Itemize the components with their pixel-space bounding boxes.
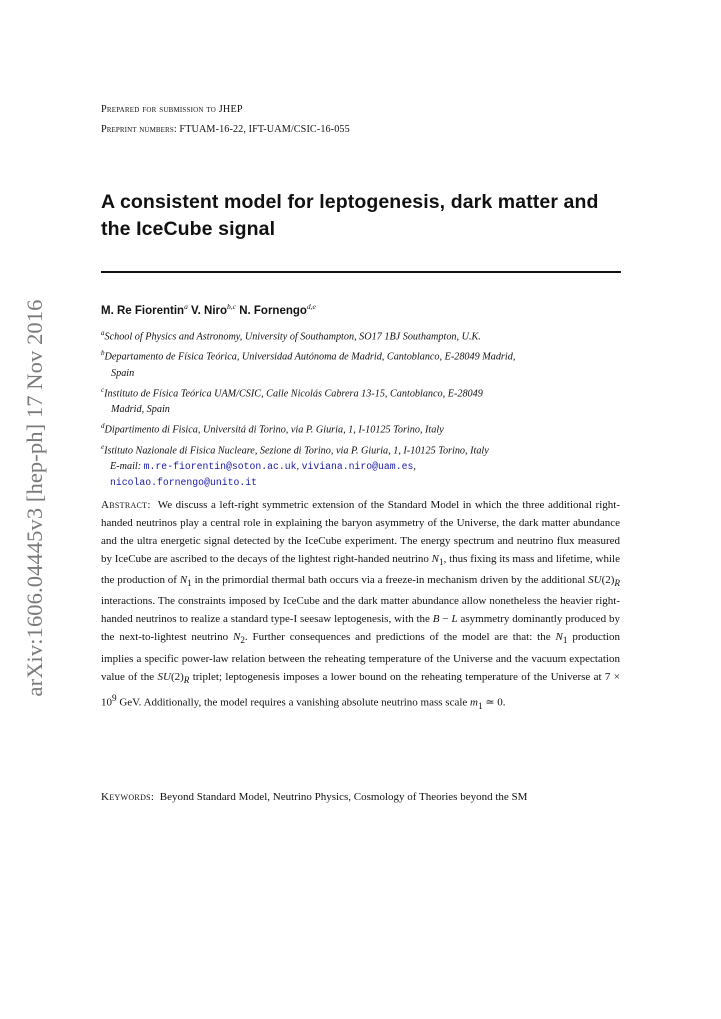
- affiliation-text: Dipartimento di Fisica, Universitá di Torino, via P. Giuria, 1, I-10125 Torino, Italy: [104, 424, 444, 436]
- affiliation-item: [101, 325, 627, 345]
- paper-title-line: A consistent model for leptogenesis, dark matter and: [101, 191, 599, 213]
- affiliation-continuation: Madrid, Spain: [111, 404, 170, 416]
- preprint-values: FTUAM-16-22, IFT-UAM/CSIC-16-055: [179, 124, 350, 135]
- math-subscript: 1: [562, 635, 568, 646]
- email-link[interactable]: nicolao.fornengo@unito.it: [110, 476, 257, 488]
- submission-note: Prepared for submission to JHEP: [101, 104, 243, 115]
- math-subscript: 1: [439, 557, 444, 568]
- affiliation-item: [101, 439, 627, 459]
- abstract-text: ≃ 0.: [482, 696, 506, 709]
- affiliation-list: [101, 325, 627, 491]
- math-symbol: SU: [157, 670, 171, 683]
- math-subscript: R: [183, 674, 190, 685]
- author-name: V. Niro: [191, 304, 228, 317]
- math-subscript: 1: [478, 700, 483, 711]
- math-subscript: 1: [187, 578, 192, 589]
- paper-title: [101, 189, 621, 243]
- math-symbol: B: [432, 613, 440, 626]
- affiliation-mark: b: [101, 349, 105, 358]
- abstract-label: Abstract:: [101, 499, 151, 511]
- abstract-text: triplet; leptogenesis imposes a lower bound on the reheating temperature of the Universe at 7 × 10: [101, 670, 620, 709]
- abstract-text: . Further consequences and predictions of the model are that: the: [244, 631, 556, 644]
- email-label: E-mail:: [110, 460, 142, 472]
- affiliation-text: Departamento de Física Teórica, Universidad Autónoma de Madrid, Cantoblanco, E-28049 Madrid,: [104, 351, 516, 363]
- keywords-label: Keywords:: [101, 791, 155, 803]
- author-name: N. Fornengo: [239, 304, 307, 317]
- math-operator: −: [439, 613, 452, 626]
- math-symbol: m: [470, 696, 478, 709]
- abstract-text: interactions. The constraints imposed by IceCube and the dark matter abundance allow nonetheless the heavier right-handed neutrinos to realize a standard type-I seesaw leptogenesis, with the: [101, 595, 620, 626]
- affiliation-mark: d: [101, 422, 105, 431]
- preprint-numbers: [101, 124, 621, 135]
- affiliation-mark: a: [101, 329, 105, 337]
- author-name: M. Re Fiorentin: [101, 304, 185, 317]
- math-symbol: N: [179, 574, 188, 587]
- abstract: [101, 496, 620, 715]
- abstract-text: GeV. Additionally, the model requires a vanishing absolute neutrino mass scale: [116, 696, 471, 709]
- abstract-text: production implies a specific power-law relation between the reheating temperature of the Universe and the vacuum expectation value of the: [101, 631, 620, 683]
- author-affiliation-mark: b,c: [227, 302, 236, 311]
- arxiv-identifier-stamp: arXiv:1606.04445v3 [hep-ph] 17 Nov 2016: [22, 299, 47, 697]
- email-link[interactable]: viviana.niro@uam.es: [301, 460, 414, 472]
- math-symbol: N: [431, 553, 440, 565]
- affiliation-item: [101, 382, 627, 418]
- affiliation-mark: e: [101, 442, 105, 451]
- title-rule: [101, 271, 621, 273]
- math-symbol: N: [555, 631, 563, 644]
- author-affiliation-mark: a: [184, 302, 188, 311]
- keywords: [101, 788, 620, 806]
- author-affiliation-mark: d,e: [306, 302, 316, 311]
- affiliation-text: School of Physics and Astronomy, University of Southampton, SO17 1BJ Southampton, U.K.: [104, 331, 481, 343]
- email-block: E-mail: m.re-fiorentin@soton.ac.uk, viviana.niro@uam.es, nicolao.fornengo@unito.it: [110, 460, 416, 488]
- affiliation-mark: c: [101, 385, 105, 394]
- math-symbol: N: [232, 631, 241, 644]
- math-symbol: L: [451, 613, 458, 626]
- affiliation-item: [101, 345, 627, 381]
- math-subscript: R: [614, 578, 620, 589]
- affiliation-text: Instituto de Física Teórica UAM/CSIC, Calle Nicolás Cabrera 13-15, Cantoblanco, E-28049: [104, 388, 483, 400]
- abstract-text: We discuss a left-right symmetric extension of the Standard Model in which the three additional right-handed neutrinos play a central role in explaining the baryon asymmetry of the Universe, the dark matter abundance and the ultra energetic signal detected by the IceCube experiment. The energy spectrum and neutrino flux measured by IceCube are ascribed to the decays of the lightest right-handed neutrino: [101, 499, 620, 565]
- affiliation-text: Istituto Nazionale di Fisica Nucleare, Sezione di Torino, via P. Giuria, 1, I-10125 Torino, Italy: [104, 444, 489, 456]
- email-link[interactable]: m.re-fiorentin@soton.ac.uk: [143, 460, 297, 472]
- math-text: (2): [170, 670, 184, 683]
- paper-title-line: the IceCube signal: [101, 218, 276, 240]
- math-symbol: SU: [588, 574, 602, 587]
- math-superscript: 9: [112, 692, 117, 703]
- preprint-label: Preprint numbers:: [101, 124, 177, 135]
- keywords-text: Beyond Standard Model, Neutrino Physics, Cosmology of Theories beyond the SM: [159, 791, 528, 803]
- affiliation-continuation: Spain: [111, 367, 135, 379]
- abstract-text: , thus fixing its mass and lifetime, while the production of: [101, 553, 620, 587]
- math-subscript: 2: [240, 635, 245, 646]
- abstract-text: in the primordial thermal bath occurs via a freeze-in mechanism driven by the additional: [191, 574, 589, 587]
- math-text: (2): [601, 574, 615, 587]
- affiliation-item: [101, 418, 627, 438]
- author-list: [101, 302, 621, 317]
- abstract-text: asymmetry dominantly produced by the next-to-lightest neutrino: [101, 613, 620, 644]
